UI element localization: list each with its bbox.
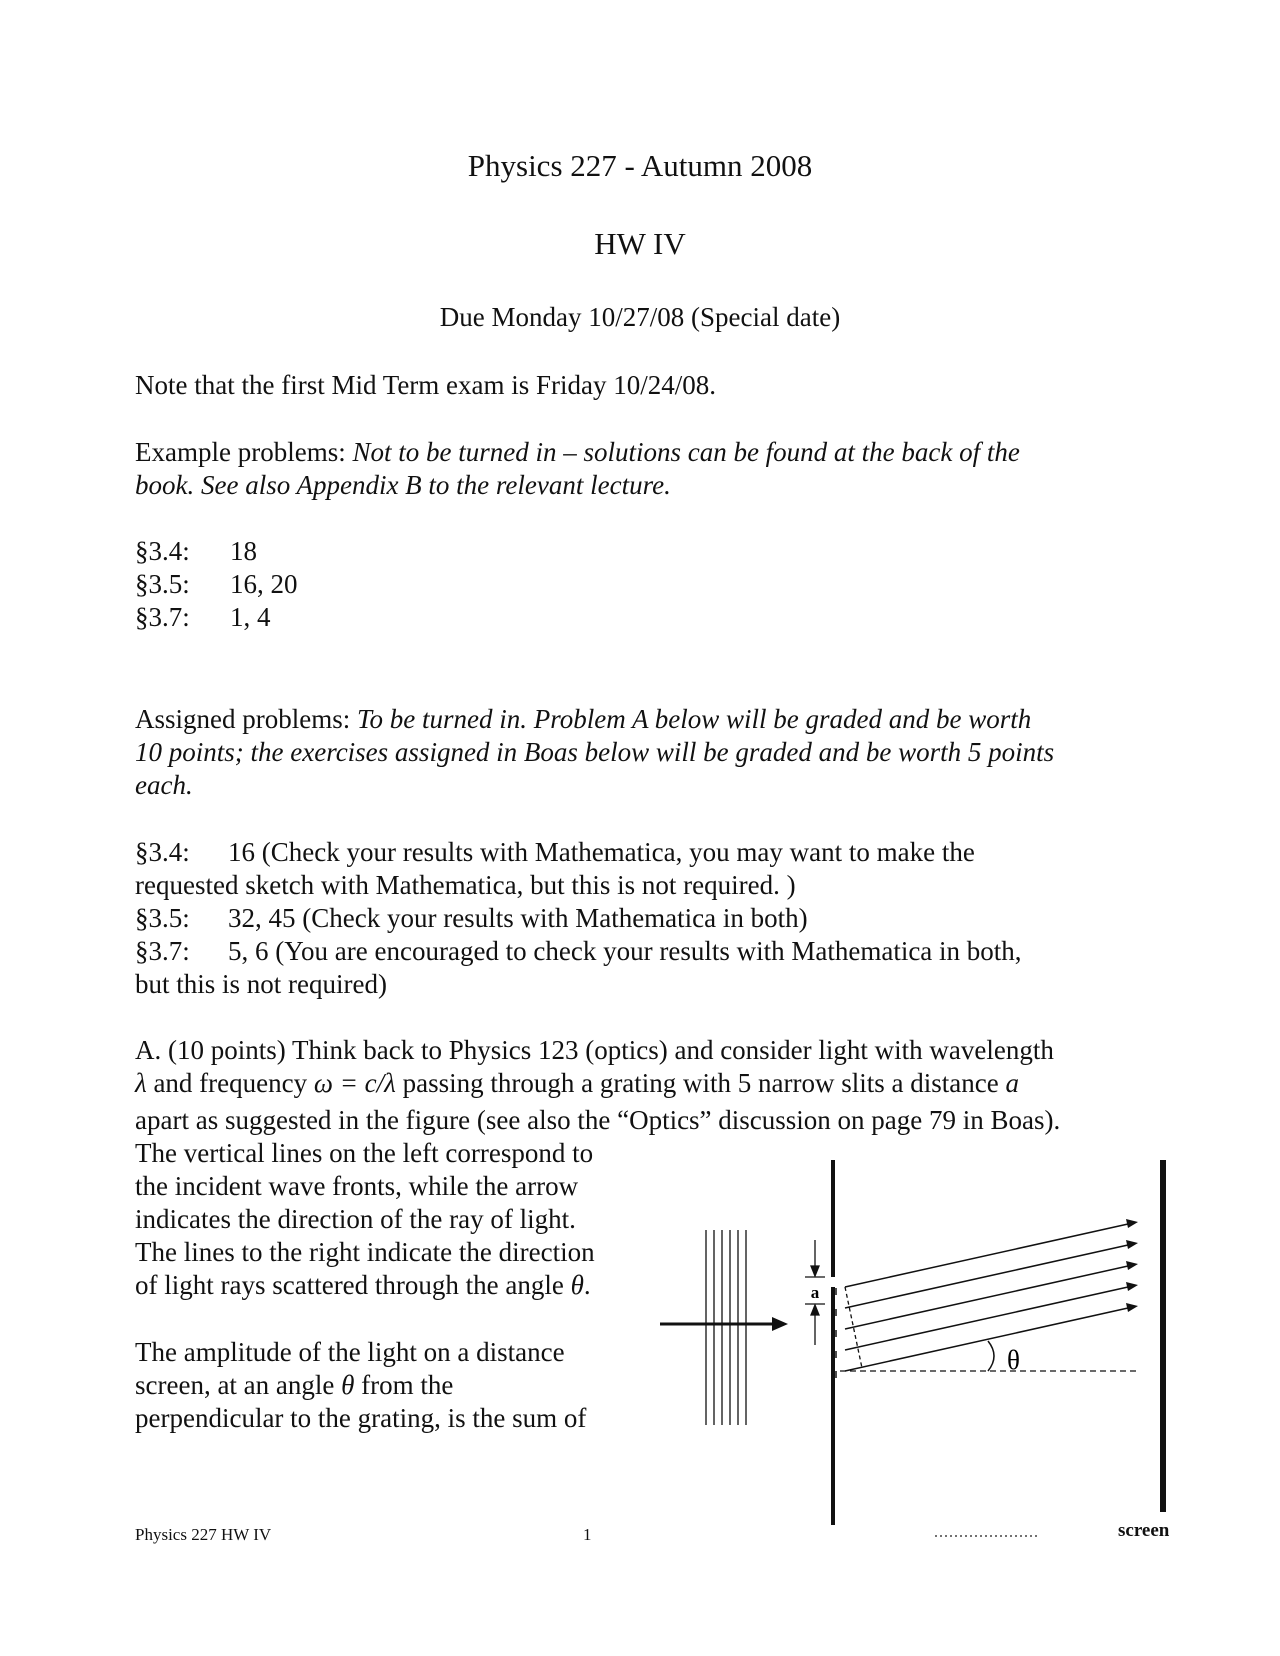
amplitude-line: perpendicular to the grating, is the sum of (135, 1403, 587, 1433)
assigned-instructions-cont: 10 points; the exercises assigned in Boas below will be graded and be worth 5 points (135, 737, 1055, 767)
theta-symbol: θ (570, 1270, 584, 1300)
assigned-text: 16 (Check your results with Mathematica, you may want to make the (228, 837, 975, 867)
homework-number: HW IV (594, 226, 686, 261)
scattered-rays (845, 1224, 1128, 1371)
screen-label: screen (1118, 1520, 1170, 1541)
problem-numbers: 16, 20 (230, 569, 298, 599)
footer-course: Physics 227 HW IV (135, 1525, 272, 1544)
assigned-text: but this is not required) (135, 969, 387, 999)
section-number: §3.7: (135, 602, 190, 632)
problem-text: of light rays scattered through the angle (135, 1270, 571, 1300)
figure-caption-line: The lines to the right indicate the direction (135, 1237, 595, 1267)
example-label: Example problems: (135, 437, 346, 467)
section-number: §3.5: (135, 903, 190, 933)
page-number: 1 (583, 1525, 592, 1544)
frequency-formula: ω = c/λ (313, 1068, 396, 1098)
problem-text: screen, at an angle (135, 1370, 342, 1400)
lambda-symbol: λ (135, 1068, 147, 1098)
problem-text: and frequency (146, 1068, 314, 1098)
incident-wave-fronts (706, 1230, 746, 1425)
assigned-text: 32, 45 (Check your results with Mathematica in both) (228, 903, 808, 933)
example-instructions-cont: book. See also Appendix B to the relevant lecture. (135, 470, 671, 500)
example-instructions: Not to be turned in – solutions can be found at the back of the (352, 437, 1020, 467)
problem-a-line3: apart as suggested in the figure (see also the “Optics” discussion on page 79 in Boas). (135, 1105, 1061, 1135)
section-number: §3.4: (135, 837, 190, 867)
figure-caption-line: the incident wave fronts, while the arrow (135, 1171, 579, 1201)
ray-arrowheads (1126, 1219, 1138, 1312)
exam-note: Note that the first Mid Term exam is Friday 10/24/08. (135, 370, 717, 400)
section-number: §3.5: (135, 569, 190, 599)
problem-numbers: 18 (230, 536, 257, 566)
assigned-instructions: To be turned in. Problem A below will be graded and be worth (357, 704, 1032, 734)
problem-text: passing through a grating with 5 narrow slits a distance (395, 1068, 1006, 1098)
problem-text: from the (354, 1370, 454, 1400)
figure-caption-line: indicates the direction of the ray of light. (135, 1204, 576, 1234)
problem-numbers: 1, 4 (230, 602, 271, 632)
angle-label: θ (1007, 1345, 1020, 1375)
document-title: Physics 227 - Autumn 2008 (467, 148, 813, 183)
section-number: §3.4: (135, 536, 190, 566)
section-number: §3.7: (135, 936, 190, 966)
assigned-instructions-end: each. (135, 770, 193, 800)
figure-caption-line: The vertical lines on the left correspond to (135, 1138, 594, 1168)
theta-symbol: θ (341, 1370, 355, 1400)
angle-arc (988, 1341, 994, 1371)
assigned-text: 5, 6 (You are encouraged to check your results with Mathematica in both, (228, 936, 1022, 966)
amplitude-line: The amplitude of the light on a distance (135, 1337, 565, 1367)
incident-arrowhead (772, 1317, 788, 1331)
problem-a-line1: A. (10 points) Think back to Physics 123 (optics) and consider light with wavelength (135, 1035, 1054, 1065)
slit-distance-var: a (1005, 1068, 1019, 1098)
slit-label: a (810, 1283, 820, 1302)
assigned-text: requested sketch with Mathematica, but this is not required. ) (135, 870, 796, 900)
due-date: Due Monday 10/27/08 (Special date) (439, 302, 841, 332)
problem-text: . (583, 1270, 591, 1300)
assigned-label: Assigned problems: (135, 704, 351, 734)
